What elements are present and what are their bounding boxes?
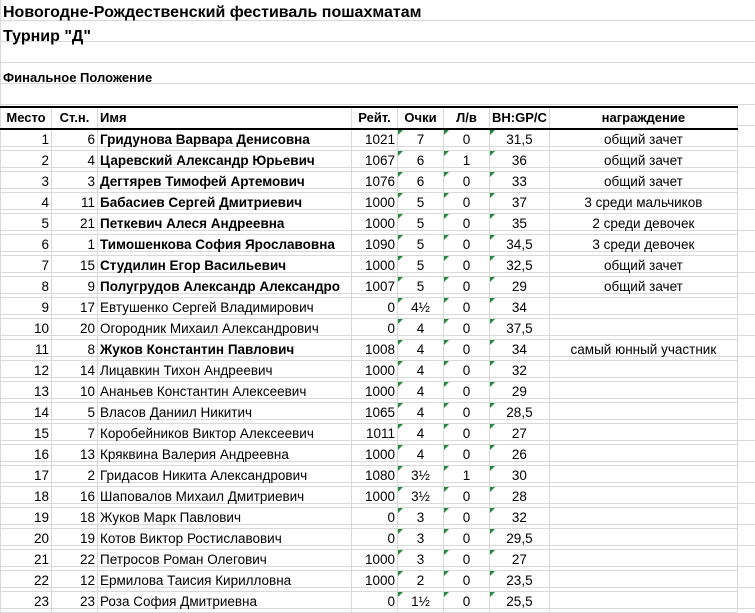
table-row (1, 487, 738, 508)
table-row (1, 466, 738, 487)
cell-lb[interactable]: 0 (444, 571, 490, 592)
cell-rating[interactable]: 1000 (352, 214, 398, 235)
cell-bh[interactable]: 33 (490, 172, 550, 193)
cell-award[interactable] (549, 487, 737, 508)
cell-rating[interactable]: 1000 (352, 382, 398, 403)
cell-place[interactable]: 18 (1, 487, 52, 508)
cell-start-no[interactable]: 9 (52, 277, 98, 298)
cell-award[interactable]: 3 среди девочек (549, 235, 737, 256)
cell-points[interactable]: 2 (398, 571, 444, 592)
cell-name[interactable]: Жуков Константин Павлович (98, 340, 352, 361)
cell-lb[interactable]: 1 (444, 466, 490, 487)
cell-name[interactable]: Роза София Дмитриевна (98, 592, 352, 613)
cell-name[interactable]: Котов Виктор Ростиславович (98, 529, 352, 550)
table-row (1, 571, 738, 592)
cell-points[interactable]: 3 (398, 550, 444, 571)
cell-points[interactable]: 5 (398, 193, 444, 214)
table-row (1, 340, 738, 361)
cell-start-no[interactable]: 14 (52, 361, 98, 382)
cell-bh[interactable]: 27 (490, 550, 550, 571)
header-start-no[interactable]: Ст.н. (52, 107, 98, 129)
cell-points[interactable]: 4 (398, 361, 444, 382)
cell-name[interactable]: Гридунова Варвара Денисовна (98, 129, 352, 151)
cell-award[interactable]: самый юнный участник (549, 340, 737, 361)
cell-lb[interactable]: 0 (444, 172, 490, 193)
cell-award[interactable]: общий зачет (549, 172, 737, 193)
cell-name[interactable]: Огородник Михаил Александрович (98, 319, 352, 340)
cell-start-no[interactable]: 10 (52, 382, 98, 403)
cell-points[interactable]: 4 (398, 382, 444, 403)
cell-award[interactable] (549, 319, 737, 340)
cell-points[interactable]: 5 (398, 256, 444, 277)
cell-lb[interactable]: 0 (444, 445, 490, 466)
cell-place[interactable]: 14 (1, 403, 52, 424)
cell-points[interactable]: 3½ (398, 487, 444, 508)
cell-lb[interactable]: 0 (444, 550, 490, 571)
cell-start-no[interactable]: 4 (52, 151, 98, 172)
tournament-title[interactable]: Новогодне-Рождественский фестиваль пошахматам (3, 4, 422, 21)
table-row (1, 361, 738, 382)
cell-points[interactable]: 4 (398, 319, 444, 340)
cell-bh[interactable]: 32,5 (490, 256, 550, 277)
cell-lb[interactable]: 0 (444, 424, 490, 445)
cell-lb[interactable]: 0 (444, 235, 490, 256)
cell-award[interactable]: общий зачет (549, 256, 737, 277)
cell-lb[interactable]: 0 (444, 508, 490, 529)
cell-rating[interactable]: 1000 (352, 445, 398, 466)
cell-rating[interactable]: 1011 (352, 424, 398, 445)
table-row (1, 256, 738, 277)
cell-start-no[interactable]: 7 (52, 424, 98, 445)
table-row (1, 592, 738, 613)
cell-start-no[interactable]: 20 (52, 319, 98, 340)
table-row (1, 508, 738, 529)
cell-start-no[interactable]: 1 (52, 235, 98, 256)
cell-award[interactable]: общий зачет (549, 129, 737, 151)
cell-start-no[interactable]: 8 (52, 340, 98, 361)
table-row (1, 550, 738, 571)
cell-place[interactable]: 2 (1, 151, 52, 172)
cell-lb[interactable]: 0 (444, 298, 490, 319)
table-row (1, 319, 738, 340)
cell-bh[interactable]: 30 (490, 466, 550, 487)
cell-bh[interactable]: 29 (490, 277, 550, 298)
cell-award[interactable]: 3 среди мальчиков (549, 193, 737, 214)
cell-rating[interactable]: 1000 (352, 193, 398, 214)
cell-lb[interactable]: 0 (444, 340, 490, 361)
cell-bh[interactable]: 35 (490, 214, 550, 235)
cell-points[interactable]: 4 (398, 424, 444, 445)
cell-points[interactable]: 6 (398, 151, 444, 172)
table-row (1, 403, 738, 424)
table-row (1, 529, 738, 550)
cell-award[interactable]: 2 среди девочек (549, 214, 737, 235)
cell-lb[interactable]: 0 (444, 592, 490, 613)
table-header-row (1, 107, 738, 129)
cell-rating[interactable]: 1000 (352, 571, 398, 592)
cell-start-no[interactable]: 6 (52, 129, 98, 151)
cell-name[interactable]: Гридасов Никита Александрович (98, 466, 352, 487)
section-title[interactable]: Финальное Положение (3, 70, 153, 85)
cell-award[interactable] (549, 529, 737, 550)
cell-rating[interactable]: 1090 (352, 235, 398, 256)
cell-rating[interactable]: 1008 (352, 340, 398, 361)
cell-name[interactable]: Лицавкин Тихон Андреевич (98, 361, 352, 382)
cell-lb[interactable]: 0 (444, 277, 490, 298)
header-rating[interactable]: Рейт. (352, 107, 398, 129)
cell-place[interactable]: 4 (1, 193, 52, 214)
cell-rating[interactable]: 0 (352, 529, 398, 550)
cell-bh[interactable]: 34 (490, 340, 550, 361)
cell-bh[interactable]: 23,5 (490, 571, 550, 592)
cell-bh[interactable]: 32 (490, 508, 550, 529)
cell-start-no[interactable]: 2 (52, 466, 98, 487)
cell-award[interactable] (549, 403, 737, 424)
cell-start-no[interactable]: 23 (52, 592, 98, 613)
cell-start-no[interactable]: 5 (52, 403, 98, 424)
cell-name[interactable]: Шаповалов Михаил Дмитриевич (98, 487, 352, 508)
cell-bh[interactable]: 37 (490, 193, 550, 214)
cell-name[interactable]: Царевский Александр Юрьевич (98, 151, 352, 172)
cell-place[interactable]: 9 (1, 298, 52, 319)
table-row (1, 298, 738, 319)
cell-start-no[interactable]: 21 (52, 214, 98, 235)
cell-points[interactable]: 4 (398, 340, 444, 361)
cell-bh[interactable]: 28 (490, 487, 550, 508)
cell-points[interactable]: 3 (398, 508, 444, 529)
cell-place[interactable]: 21 (1, 550, 52, 571)
cell-name[interactable]: Власов Даниил Никитич (98, 403, 352, 424)
cell-award[interactable] (549, 298, 737, 319)
cell-place[interactable]: 20 (1, 529, 52, 550)
cell-lb[interactable]: 0 (444, 319, 490, 340)
cell-place[interactable]: 12 (1, 361, 52, 382)
cell-award[interactable] (549, 571, 737, 592)
cell-rating[interactable]: 1065 (352, 403, 398, 424)
cell-points[interactable]: 1½ (398, 592, 444, 613)
cell-points[interactable]: 7 (398, 129, 444, 151)
cell-points[interactable]: 4 (398, 403, 444, 424)
cell-points[interactable]: 5 (398, 277, 444, 298)
cell-lb[interactable]: 0 (444, 193, 490, 214)
cell-start-no[interactable]: 11 (52, 193, 98, 214)
cell-start-no[interactable]: 22 (52, 550, 98, 571)
cell-points[interactable]: 4½ (398, 298, 444, 319)
table-row (1, 151, 738, 172)
cell-award[interactable] (549, 466, 737, 487)
header-bh[interactable]: BH:GP/C (490, 107, 550, 129)
table-row (1, 129, 738, 151)
cell-place[interactable]: 6 (1, 235, 52, 256)
cell-place[interactable]: 1 (1, 129, 52, 151)
header-award[interactable]: награждение (549, 107, 737, 129)
header-lb[interactable]: Л/в (444, 107, 490, 129)
cell-bh[interactable]: 29,5 (490, 529, 550, 550)
cell-lb[interactable]: 0 (444, 487, 490, 508)
cell-name[interactable]: Дегтярев Тимофей Артемович (98, 172, 352, 193)
cell-award[interactable] (549, 382, 737, 403)
cell-bh[interactable]: 29 (490, 382, 550, 403)
cell-rating[interactable]: 1080 (352, 466, 398, 487)
header-place[interactable]: Место (1, 107, 52, 129)
cell-bh[interactable]: 31,5 (490, 129, 550, 151)
cell-bh[interactable]: 26 (490, 445, 550, 466)
cell-lb[interactable]: 0 (444, 382, 490, 403)
cell-lb[interactable]: 0 (444, 256, 490, 277)
cell-points[interactable]: 3 (398, 529, 444, 550)
cell-place[interactable]: 10 (1, 319, 52, 340)
table-row (1, 445, 738, 466)
cell-name[interactable]: Кряквина Валерия Андреевна (98, 445, 352, 466)
cell-lb[interactable]: 0 (444, 403, 490, 424)
cell-name[interactable]: Бабасиев Сергей Дмитриевич (98, 193, 352, 214)
cell-rating[interactable]: 1000 (352, 487, 398, 508)
header-points[interactable]: Очки (398, 107, 444, 129)
table-row (1, 193, 738, 214)
cell-points[interactable]: 5 (398, 235, 444, 256)
cell-place[interactable]: 15 (1, 424, 52, 445)
table-body (1, 129, 738, 613)
cell-rating[interactable]: 1007 (352, 277, 398, 298)
cell-award[interactable]: общий зачет (549, 151, 737, 172)
cell-bh[interactable]: 27 (490, 424, 550, 445)
standings-table (0, 106, 738, 613)
cell-start-no[interactable]: 3 (52, 172, 98, 193)
cell-rating[interactable]: 0 (352, 319, 398, 340)
cell-award[interactable] (549, 445, 737, 466)
cell-place[interactable]: 17 (1, 466, 52, 487)
cell-lb[interactable]: 1 (444, 151, 490, 172)
cell-lb[interactable]: 0 (444, 361, 490, 382)
table-row (1, 214, 738, 235)
cell-place[interactable]: 11 (1, 340, 52, 361)
table-row (1, 235, 738, 256)
cell-name[interactable]: Ермилова Таисия Кирилловна (98, 571, 352, 592)
table-row (1, 277, 738, 298)
cell-name[interactable]: Петкевич Алеся Андреевна (98, 214, 352, 235)
cell-start-no[interactable]: 17 (52, 298, 98, 319)
cell-points[interactable]: 6 (398, 172, 444, 193)
cell-name[interactable]: Жуков Марк Павлович (98, 508, 352, 529)
cell-place[interactable]: 23 (1, 592, 52, 613)
cell-bh[interactable]: 36 (490, 151, 550, 172)
cell-rating[interactable]: 1000 (352, 256, 398, 277)
cell-award[interactable] (549, 550, 737, 571)
cell-name[interactable]: Полугрудов Александр Александро (98, 277, 352, 298)
table-row (1, 382, 738, 403)
header-name[interactable]: Имя (98, 107, 352, 129)
cell-name[interactable]: Студилин Егор Васильевич (98, 256, 352, 277)
table-row (1, 424, 738, 445)
cell-rating[interactable]: 0 (352, 508, 398, 529)
cell-name[interactable]: Тимошенкова София Ярославовна (98, 235, 352, 256)
cell-start-no[interactable]: 12 (52, 571, 98, 592)
cell-award[interactable] (549, 424, 737, 445)
cell-place[interactable]: 8 (1, 277, 52, 298)
cell-place[interactable]: 16 (1, 445, 52, 466)
cell-lb[interactable]: 0 (444, 529, 490, 550)
cell-start-no[interactable]: 18 (52, 508, 98, 529)
cell-place[interactable]: 3 (1, 172, 52, 193)
cell-rating[interactable]: 0 (352, 592, 398, 613)
cell-name[interactable]: Коробейников Виктор Алексеевич (98, 424, 352, 445)
cell-lb[interactable]: 0 (444, 214, 490, 235)
cell-rating[interactable]: 1021 (352, 129, 398, 151)
cell-points[interactable]: 4 (398, 445, 444, 466)
cell-award[interactable] (549, 592, 737, 613)
cell-start-no[interactable]: 15 (52, 256, 98, 277)
cell-bh[interactable]: 34,5 (490, 235, 550, 256)
table-row (1, 172, 738, 193)
cell-place[interactable]: 13 (1, 382, 52, 403)
cell-place[interactable]: 7 (1, 256, 52, 277)
cell-rating[interactable]: 1000 (352, 361, 398, 382)
cell-rating[interactable]: 0 (352, 298, 398, 319)
cell-place[interactable]: 22 (1, 571, 52, 592)
cell-bh[interactable]: 32 (490, 361, 550, 382)
cell-bh[interactable]: 37,5 (490, 319, 550, 340)
cell-lb[interactable]: 0 (444, 129, 490, 151)
cell-rating[interactable]: 1000 (352, 550, 398, 571)
cell-start-no[interactable]: 19 (52, 529, 98, 550)
cell-name[interactable]: Ананьев Константин Алексеевич (98, 382, 352, 403)
tournament-subtitle[interactable]: Турнир "Д" (3, 28, 91, 45)
cell-points[interactable]: 5 (398, 214, 444, 235)
cell-award[interactable] (549, 508, 737, 529)
cell-start-no[interactable]: 13 (52, 445, 98, 466)
cell-rating[interactable]: 1076 (352, 172, 398, 193)
cell-name[interactable]: Петросов Роман Олегович (98, 550, 352, 571)
cell-place[interactable]: 5 (1, 214, 52, 235)
cell-bh[interactable]: 28,5 (490, 403, 550, 424)
cell-place[interactable]: 19 (1, 508, 52, 529)
cell-bh[interactable]: 25,5 (490, 592, 550, 613)
cell-award[interactable]: общий зачет (549, 277, 737, 298)
cell-name[interactable]: Евтушенко Сергей Владимирович (98, 298, 352, 319)
cell-start-no[interactable]: 16 (52, 487, 98, 508)
cell-points[interactable]: 3½ (398, 466, 444, 487)
cell-award[interactable] (549, 361, 737, 382)
cell-bh[interactable]: 34 (490, 298, 550, 319)
cell-rating[interactable]: 1067 (352, 151, 398, 172)
